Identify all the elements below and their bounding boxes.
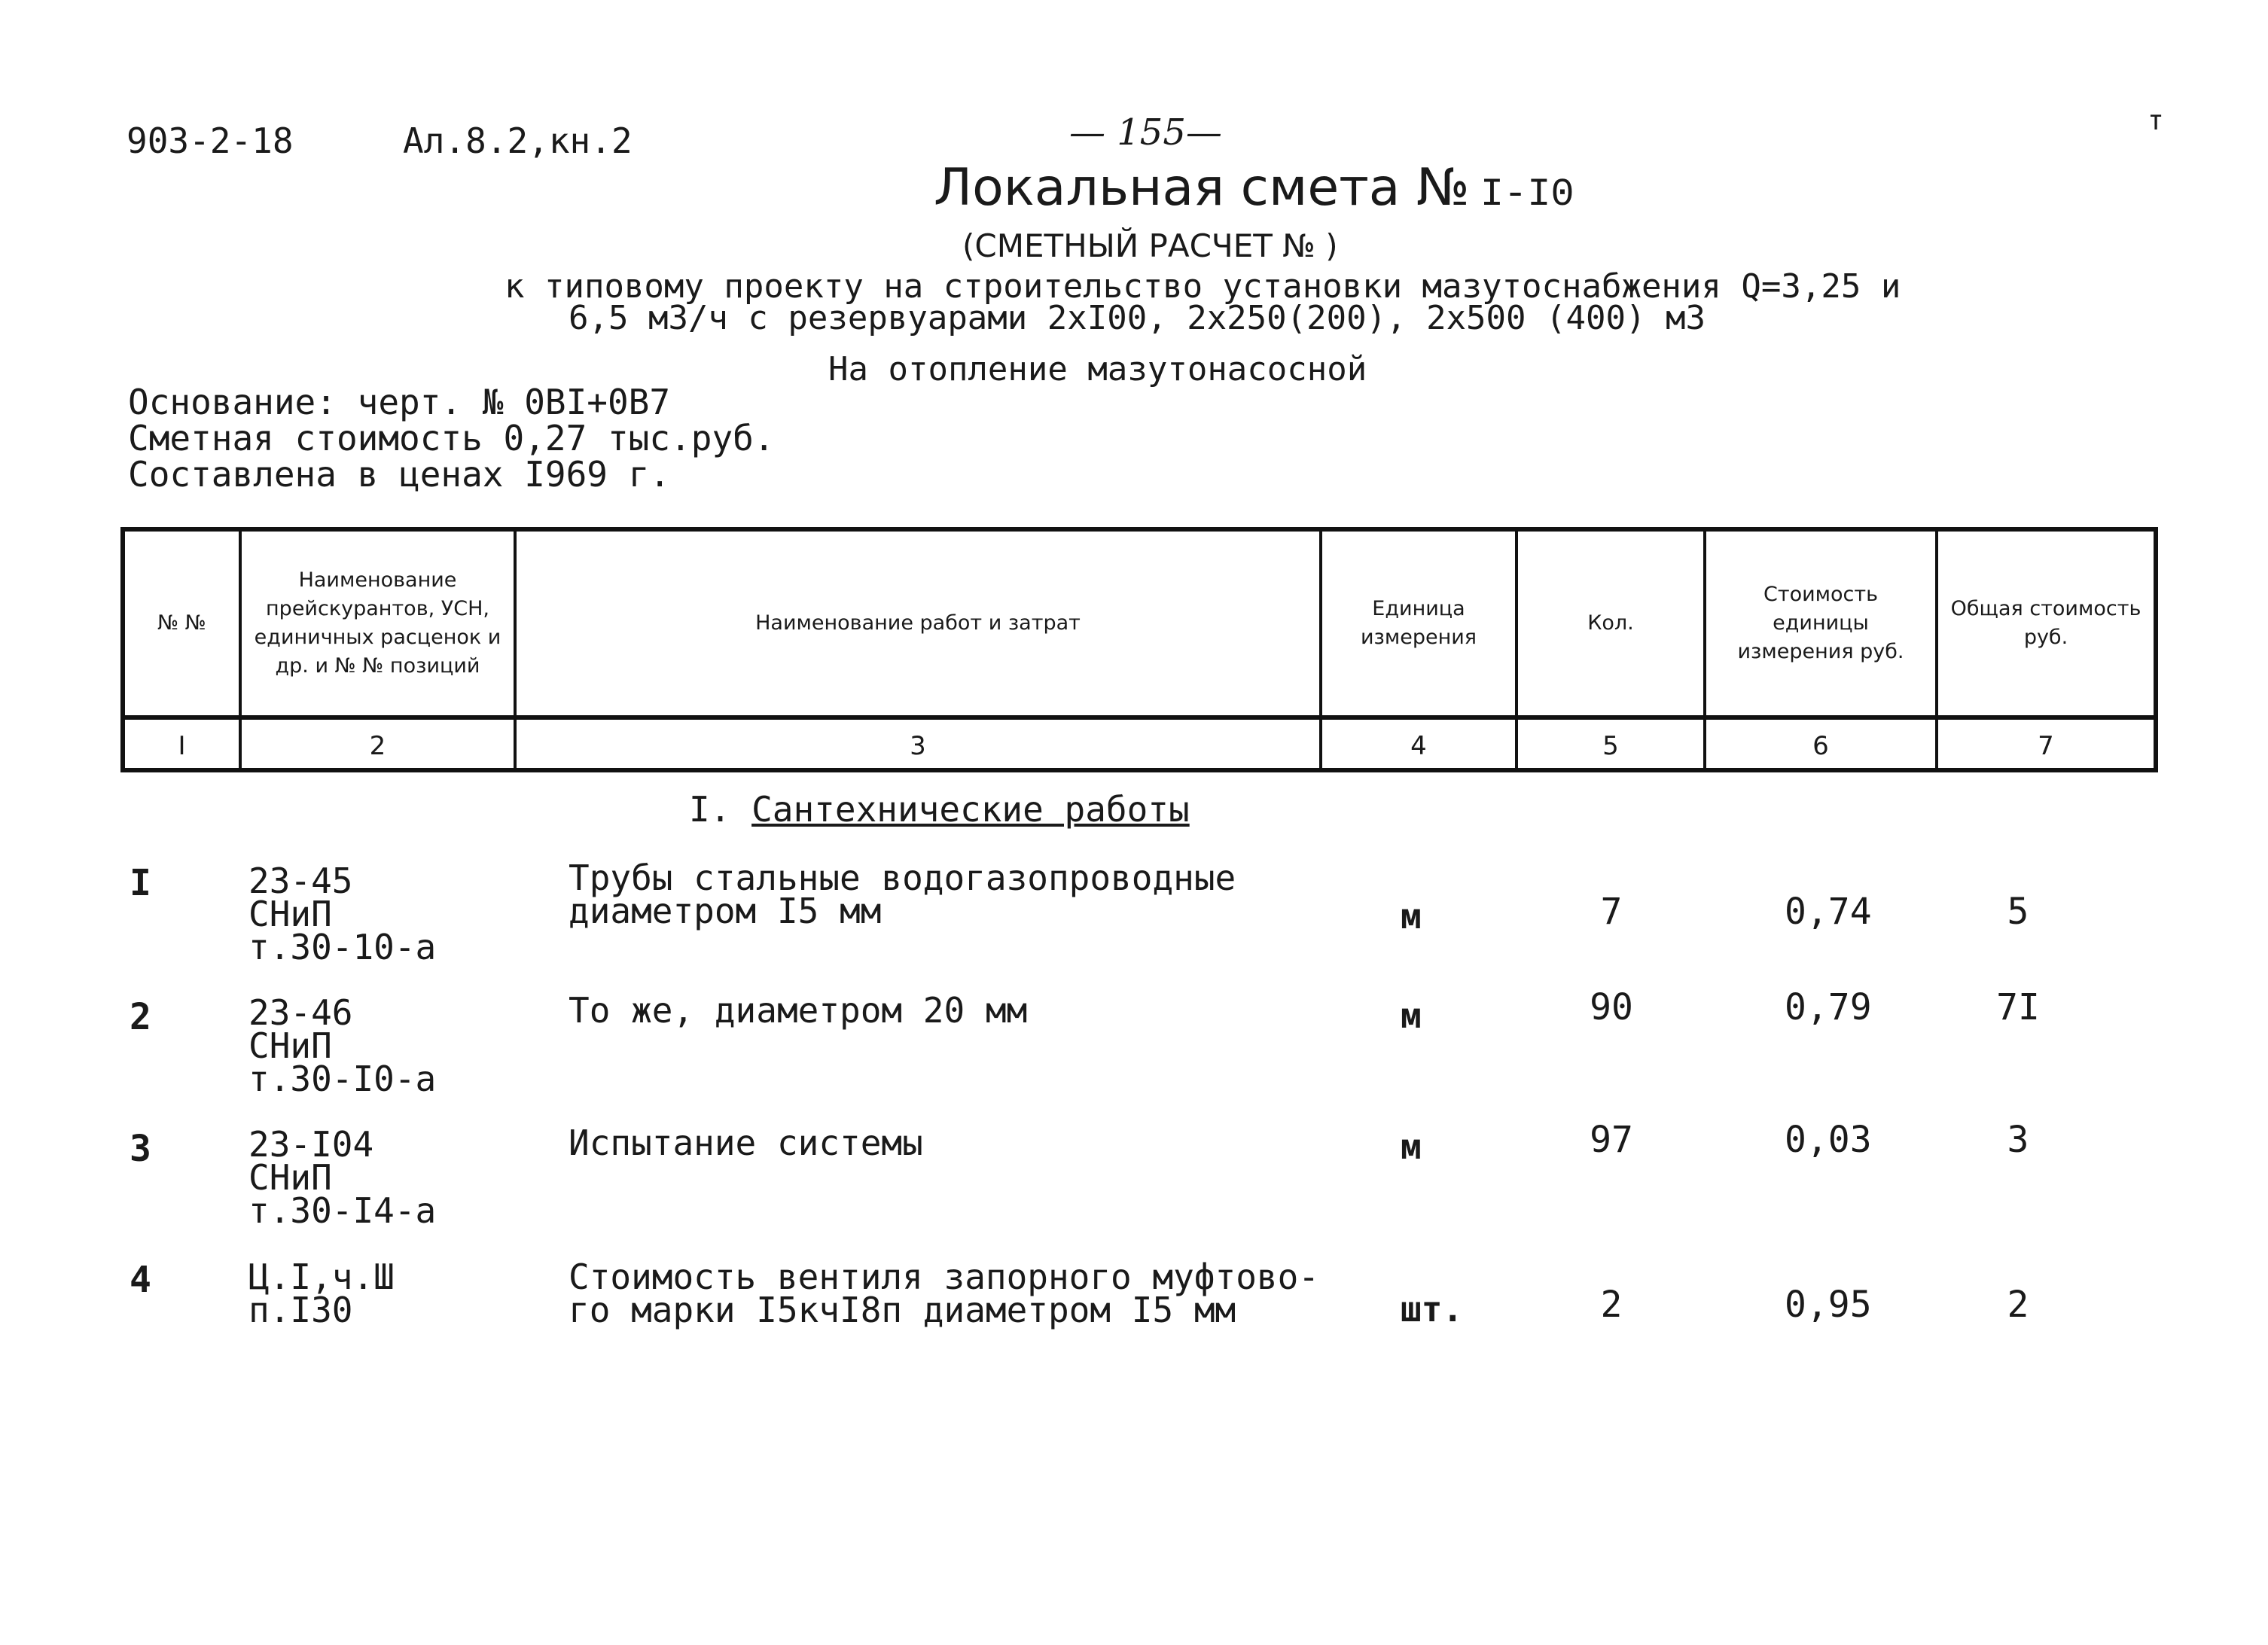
row-unit: м <box>1401 1126 1422 1167</box>
estimate-number: I-I0 <box>1480 172 1574 217</box>
header-col-3 <box>517 532 1322 768</box>
price-year-line: Составлена в ценах I969 г. <box>128 454 671 495</box>
row-total: 5 <box>2007 891 2029 933</box>
row-unit-price: 0,03 <box>1785 1119 1872 1161</box>
header-label: Единица измерения <box>1322 532 1515 720</box>
estimate-subtitle: (СМЕТНЫЙ РАСЧЕТ № ) <box>962 227 1338 264</box>
estimate-table-header <box>120 527 2158 772</box>
column-number: 2 <box>369 731 386 761</box>
row-name: Стоимость вентиля запорного муфтово- го марки I5кчI8п диаметром I5 мм <box>569 1257 1319 1330</box>
estimated-cost-line: Сметная стоимость 0,27 тыс.руб. <box>128 418 775 458</box>
row-code: Ц.I,ч.Ш п.I30 <box>248 1257 395 1330</box>
row-unit: шт. <box>1401 1289 1464 1330</box>
row-unit-price: 0,95 <box>1785 1284 1872 1326</box>
row-code: 23-I04 СНиП т.30-I4-а <box>248 1124 437 1231</box>
row-number: 2 <box>130 996 151 1038</box>
project-description-line-1: к типовому проекту на строительство установки мазутоснабжения Q=3,25 и <box>505 267 1901 306</box>
header-label: Наименование прейскурантов, УСН, единичных расценок и др. и № № позиций <box>242 532 514 720</box>
page-number: — 155— <box>1069 111 1222 154</box>
column-number: 5 <box>1602 731 1619 761</box>
row-total: 7I <box>1996 986 2040 1028</box>
row-total: 3 <box>2007 1119 2029 1161</box>
title-text: Локальная смета № <box>934 158 1470 218</box>
corner-mark: т <box>2148 105 2164 136</box>
estimate-title <box>934 158 1574 218</box>
row-unit: м <box>1401 896 1422 937</box>
column-number: 6 <box>1812 731 1829 761</box>
section-title <box>689 789 1190 830</box>
row-code: 23-45 СНиП т.30-10-а <box>248 861 437 967</box>
header-col-4 <box>1322 532 1518 768</box>
section-name: Сантехнические работы <box>751 789 1190 830</box>
column-number: 4 <box>1410 731 1427 761</box>
header-col-2 <box>242 532 517 768</box>
row-number: 4 <box>130 1259 151 1301</box>
document-code: 903-2-18 <box>127 120 294 161</box>
row-code: 23-46 СНиП т.30-I0-а <box>248 992 437 1099</box>
row-quantity: 2 <box>1600 1284 1623 1326</box>
header-col-7 <box>1938 532 2154 768</box>
header-label: Наименование работ и затрат <box>517 532 1319 720</box>
row-number: I <box>130 862 151 904</box>
row-name: Трубы стальные водогазопроводные диаметром I5 мм <box>569 858 1236 931</box>
row-quantity: 97 <box>1590 1119 1633 1161</box>
row-total: 2 <box>2007 1284 2029 1326</box>
row-quantity: 90 <box>1590 986 1633 1028</box>
header-label: Общая стоимость руб. <box>1938 532 2154 720</box>
row-unit-price: 0,79 <box>1785 986 1872 1028</box>
row-name: Испытание системы <box>569 1123 923 1163</box>
header-col-6 <box>1706 532 1938 768</box>
column-number: 3 <box>910 731 926 761</box>
row-quantity: 7 <box>1600 891 1623 933</box>
header-label: Кол. <box>1518 532 1703 720</box>
column-number: I <box>178 731 186 761</box>
album-reference: Ал.8.2,кн.2 <box>403 120 633 161</box>
basis-line: Основание: черт. № 0ВI+0В7 <box>128 382 671 422</box>
row-unit-price: 0,74 <box>1785 891 1872 933</box>
header-col-1 <box>125 532 242 768</box>
estimate-purpose: На отопление мазутонасосной <box>828 350 1367 388</box>
row-number: 3 <box>130 1128 151 1170</box>
column-number: 7 <box>2038 731 2054 761</box>
header-label: № № <box>125 532 239 720</box>
row-name: То же, диаметром 20 мм <box>569 990 1028 1031</box>
header-label: Стоимость единицы измерения руб. <box>1706 532 1935 720</box>
header-col-5 <box>1518 532 1706 768</box>
project-description-line-2: 6,5 м3/ч с резервуарами 2хI00, 2х250(200), 2х500 (400) м3 <box>569 299 1706 337</box>
basis-block <box>128 382 775 495</box>
section-number: I. <box>689 789 731 830</box>
row-unit: м <box>1401 995 1422 1036</box>
